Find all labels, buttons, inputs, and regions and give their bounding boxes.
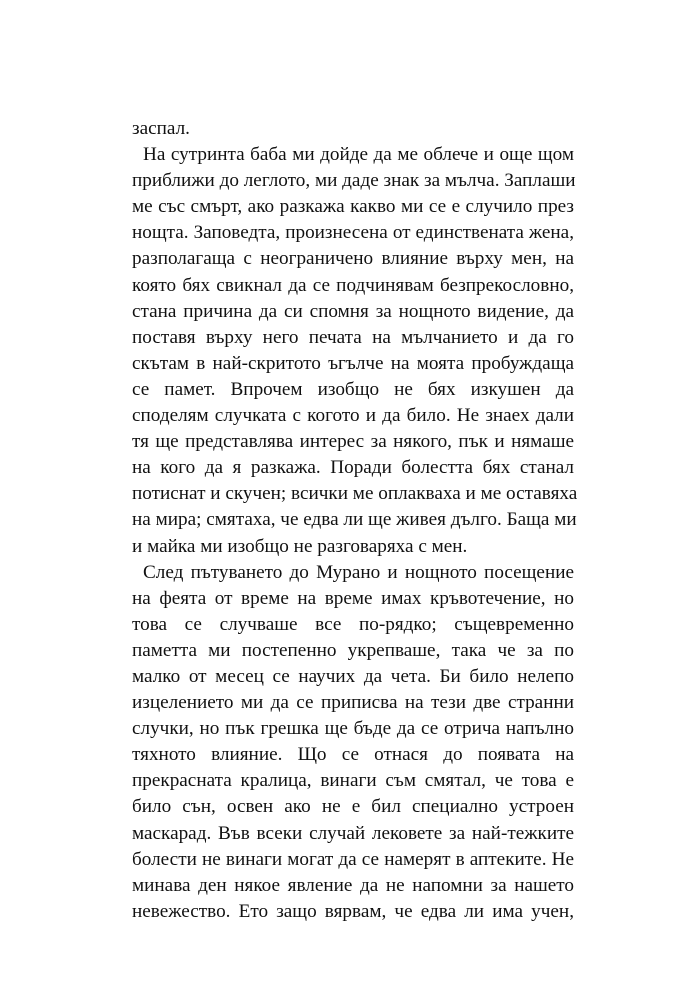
text-line: на феята от време на време имах кръвотечение, но: [132, 587, 574, 609]
text-line: болести не винаги могат да се намерят в аптеките. Не: [132, 848, 574, 870]
text-line: малко от месец се научих да чета. Би било нелепо: [132, 665, 574, 687]
text-line: тяхното влияние. Що се отнася до появата на: [132, 744, 574, 766]
text-line: заспал.: [132, 118, 190, 139]
text-line: скътам в най-скритото ъгълче на моята пробуждаща: [132, 352, 574, 374]
text-line: След пътуването до Мурано и нощното посещение: [143, 561, 574, 583]
text-line: стана причина да си спомня за нощното видение, да: [132, 300, 574, 322]
text-line: поставя върху него печата на мълчанието и да го: [132, 326, 574, 348]
text-line: минава ден някое явление да не напомни за нашето: [132, 874, 574, 896]
text-line: било сън, освен ако не е бил специално устроен: [132, 796, 574, 818]
text-line: това се случваше все по-рядко; същевременно: [132, 613, 574, 635]
text-line: невежество. Ето защо вярвам, че едва ли има учен,: [132, 900, 574, 922]
text-line: случки, но пък грешка ще бъде да се отрича напълно: [132, 718, 574, 740]
text-line: на кого да я разкажа. Поради болестта бях станал: [132, 457, 574, 479]
text-line: маскарад. Във всеки случай лековете за най-тежките: [132, 822, 574, 844]
text-line: паметта ми постепенно укрепваше, така че за по: [132, 639, 574, 661]
text-line: и майка ми изобщо не разговаряха с мен.: [132, 535, 468, 557]
text-line: разполагаща с неограничено влияние върху мен, на: [132, 248, 574, 270]
text-line: потиснат и скучен; всички ме оплакваха и ме оставяха: [132, 483, 578, 505]
text-line: ме със смърт, ако разкажа какво ми се е случило през: [132, 196, 574, 218]
text-line: нощта. Заповедта, произнесена от единствената жена,: [132, 222, 574, 244]
text-line: прекрасната кралица, винаги съм смятал, че това е: [132, 770, 574, 792]
text-line: на мира; смятаха, че едва ли ще живея дълго. Баща ми: [132, 509, 577, 531]
text-line: споделям случката с когото и да било. Не знаех дали: [132, 405, 574, 427]
page-text: [132, 116, 578, 925]
text-line: приближи до леглото, ми даде знак за мълча. Заплаши: [132, 170, 576, 192]
text-line: която бях свикнал да се подчинявам безпрекословно,: [132, 274, 574, 296]
text-line: На сутринта баба ми дойде да ме облече и още щом: [143, 144, 574, 166]
text-line: тя ще представлява интерес за някого, пък и нямаше: [132, 431, 574, 453]
text-line: се памет. Впрочем изобщо не бях изкушен да: [132, 378, 574, 400]
text-line: изцелението ми да се приписва на тези две странни: [132, 692, 574, 714]
